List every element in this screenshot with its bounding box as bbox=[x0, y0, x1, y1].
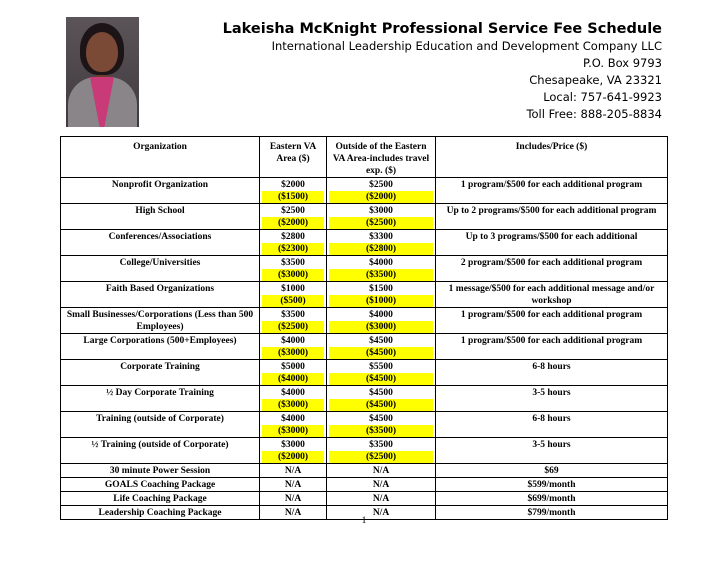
table-row bbox=[61, 334, 668, 360]
organization-cell: Conferences/Associations bbox=[61, 230, 260, 256]
table-row bbox=[61, 478, 668, 492]
outside-price: $4500 bbox=[369, 414, 393, 424]
includes-cell: $599/month bbox=[436, 478, 668, 492]
eastern-price-cell bbox=[260, 308, 327, 334]
outside-price-cell bbox=[327, 282, 436, 308]
includes-cell: 3-5 hours bbox=[436, 438, 668, 464]
eastern-price: $2500 bbox=[281, 206, 305, 216]
includes-cell: Up to 2 programs/$500 for each additional program bbox=[436, 204, 668, 230]
local-phone: Local: 757-641-9923 bbox=[543, 90, 662, 104]
table-row bbox=[61, 386, 668, 412]
eastern-price: $5000 bbox=[281, 362, 305, 372]
company-name: International Leadership Education and Development Company LLC bbox=[271, 39, 662, 53]
document-title: Lakeisha McKnight Professional Service Fee Schedule bbox=[222, 21, 662, 37]
outside-price-cell bbox=[327, 386, 436, 412]
eastern-price-cell bbox=[260, 492, 327, 506]
includes-cell: 6-8 hours bbox=[436, 360, 668, 386]
outside-discount-price: ($3000) bbox=[329, 321, 433, 333]
outside-discount-price: ($3500) bbox=[329, 425, 433, 437]
outside-price-cell bbox=[327, 308, 436, 334]
includes-cell: 1 program/$500 for each additional program bbox=[436, 308, 668, 334]
includes-cell: $799/month bbox=[436, 506, 668, 520]
eastern-price: N/A bbox=[284, 494, 302, 504]
column-header: Outside of the Eastern VA Area-includes travel exp. ($) bbox=[327, 137, 436, 178]
eastern-discount-price: ($3000) bbox=[262, 399, 324, 411]
eastern-price: N/A bbox=[284, 466, 302, 476]
eastern-price-cell bbox=[260, 256, 327, 282]
includes-cell: $69 bbox=[436, 464, 668, 478]
table-row bbox=[61, 230, 668, 256]
outside-discount-price: ($4500) bbox=[329, 373, 433, 385]
eastern-price: $2800 bbox=[281, 232, 305, 242]
eastern-discount-price: ($2500) bbox=[262, 321, 324, 333]
includes-cell: 3-5 hours bbox=[436, 386, 668, 412]
page-number: 1 bbox=[361, 516, 367, 526]
outside-price-cell bbox=[327, 178, 436, 204]
outside-price-cell bbox=[327, 464, 436, 478]
outside-discount-price: ($2000) bbox=[329, 191, 433, 203]
outside-price: $5500 bbox=[369, 362, 393, 372]
organization-cell: Life Coaching Package bbox=[61, 492, 260, 506]
eastern-discount-price: ($3000) bbox=[262, 347, 324, 359]
table-row bbox=[61, 464, 668, 478]
outside-price-cell bbox=[327, 360, 436, 386]
eastern-price-cell bbox=[260, 282, 327, 308]
includes-cell: 2 program/$500 for each additional program bbox=[436, 256, 668, 282]
includes-cell: 1 program/$500 for each additional program bbox=[436, 334, 668, 360]
outside-price: $4000 bbox=[369, 310, 393, 320]
table-row bbox=[61, 492, 668, 506]
outside-price: $3300 bbox=[369, 232, 393, 242]
eastern-discount-price: ($2300) bbox=[262, 243, 324, 255]
outside-discount-price: ($4500) bbox=[329, 399, 433, 411]
eastern-price: $2000 bbox=[281, 180, 305, 190]
organization-cell: Nonprofit Organization bbox=[61, 178, 260, 204]
includes-cell: 1 program/$500 for each additional program bbox=[436, 178, 668, 204]
eastern-price: $4000 bbox=[281, 414, 305, 424]
outside-price-cell bbox=[327, 438, 436, 464]
outside-discount-price: ($3500) bbox=[329, 269, 433, 281]
eastern-price-cell bbox=[260, 478, 327, 492]
table-row bbox=[61, 412, 668, 438]
outside-discount-price: ($2500) bbox=[329, 451, 433, 463]
eastern-discount-price: ($3000) bbox=[262, 269, 324, 281]
eastern-price-cell bbox=[260, 360, 327, 386]
organization-cell: Large Corporations (500+Employees) bbox=[61, 334, 260, 360]
outside-discount-price: ($2500) bbox=[329, 217, 433, 229]
outside-price-cell bbox=[327, 204, 436, 230]
includes-cell: 1 message/$500 for each additional message and/or workshop bbox=[436, 282, 668, 308]
column-header: Eastern VA Area ($) bbox=[260, 137, 327, 178]
eastern-price: $3500 bbox=[281, 310, 305, 320]
outside-price-cell bbox=[327, 230, 436, 256]
table-row bbox=[61, 178, 668, 204]
table-row bbox=[61, 282, 668, 308]
outside-price-cell bbox=[327, 492, 436, 506]
po-box: P.O. Box 9793 bbox=[583, 56, 662, 70]
includes-cell: 6-8 hours bbox=[436, 412, 668, 438]
table-row bbox=[61, 360, 668, 386]
organization-cell: ½ Training (outside of Corporate) bbox=[61, 438, 260, 464]
outside-discount-price: ($1000) bbox=[329, 295, 433, 307]
table-row bbox=[61, 438, 668, 464]
outside-price-cell bbox=[327, 256, 436, 282]
table-row bbox=[61, 204, 668, 230]
organization-cell: ½ Day Corporate Training bbox=[61, 386, 260, 412]
outside-price-cell bbox=[327, 478, 436, 492]
eastern-price: N/A bbox=[284, 508, 302, 518]
organization-cell: High School bbox=[61, 204, 260, 230]
outside-price-cell bbox=[327, 334, 436, 360]
outside-price: N/A bbox=[372, 508, 390, 518]
eastern-price-cell bbox=[260, 412, 327, 438]
outside-discount-price: ($4500) bbox=[329, 347, 433, 359]
eastern-discount-price: ($500) bbox=[262, 295, 324, 307]
eastern-price-cell bbox=[260, 464, 327, 478]
includes-cell: Up to 3 programs/$500 for each additional bbox=[436, 230, 668, 256]
outside-price: $2500 bbox=[369, 180, 393, 190]
eastern-discount-price: ($2000) bbox=[262, 451, 324, 463]
eastern-discount-price: ($3000) bbox=[262, 425, 324, 437]
outside-discount-price: ($2800) bbox=[329, 243, 433, 255]
eastern-price: $1000 bbox=[281, 284, 305, 294]
eastern-price: $3500 bbox=[281, 258, 305, 268]
eastern-discount-price: ($4000) bbox=[262, 373, 324, 385]
outside-price: $4000 bbox=[369, 258, 393, 268]
eastern-price-cell bbox=[260, 230, 327, 256]
eastern-price-cell bbox=[260, 438, 327, 464]
table-header-row bbox=[61, 137, 668, 178]
fee-table bbox=[60, 136, 668, 520]
outside-price-cell bbox=[327, 412, 436, 438]
eastern-price: N/A bbox=[284, 480, 302, 490]
organization-cell: Training (outside of Corporate) bbox=[61, 412, 260, 438]
letterhead bbox=[223, 20, 662, 123]
eastern-price-cell bbox=[260, 178, 327, 204]
portrait-photo bbox=[66, 17, 139, 127]
includes-cell: $699/month bbox=[436, 492, 668, 506]
outside-price: $3500 bbox=[369, 440, 393, 450]
city-address: Chesapeake, VA 23321 bbox=[529, 73, 662, 87]
outside-price: $4500 bbox=[369, 388, 393, 398]
outside-price: $3000 bbox=[369, 206, 393, 216]
organization-cell: 30 minute Power Session bbox=[61, 464, 260, 478]
organization-cell: GOALS Coaching Package bbox=[61, 478, 260, 492]
outside-price: $4500 bbox=[369, 336, 393, 346]
outside-price: N/A bbox=[372, 480, 390, 490]
table-row bbox=[61, 308, 668, 334]
outside-price: $1500 bbox=[369, 284, 393, 294]
organization-cell: College/Universities bbox=[61, 256, 260, 282]
outside-price: N/A bbox=[372, 466, 390, 476]
eastern-discount-price: ($1500) bbox=[262, 191, 324, 203]
organization-cell: Corporate Training bbox=[61, 360, 260, 386]
eastern-price: $3000 bbox=[281, 440, 305, 450]
organization-cell: Small Businesses/Corporations (Less than 500 Employees) bbox=[61, 308, 260, 334]
eastern-price-cell bbox=[260, 334, 327, 360]
column-header: Organization bbox=[61, 137, 260, 178]
eastern-price: $4000 bbox=[281, 336, 305, 346]
eastern-price-cell bbox=[260, 204, 327, 230]
table-row bbox=[61, 256, 668, 282]
toll-free-phone: Toll Free: 888-205-8834 bbox=[526, 107, 662, 121]
organization-cell: Leadership Coaching Package bbox=[61, 506, 260, 520]
eastern-price-cell bbox=[260, 386, 327, 412]
organization-cell: Faith Based Organizations bbox=[61, 282, 260, 308]
eastern-price: $4000 bbox=[281, 388, 305, 398]
outside-price: N/A bbox=[372, 494, 390, 504]
eastern-discount-price: ($2000) bbox=[262, 217, 324, 229]
column-header: Includes/Price ($) bbox=[436, 137, 668, 178]
